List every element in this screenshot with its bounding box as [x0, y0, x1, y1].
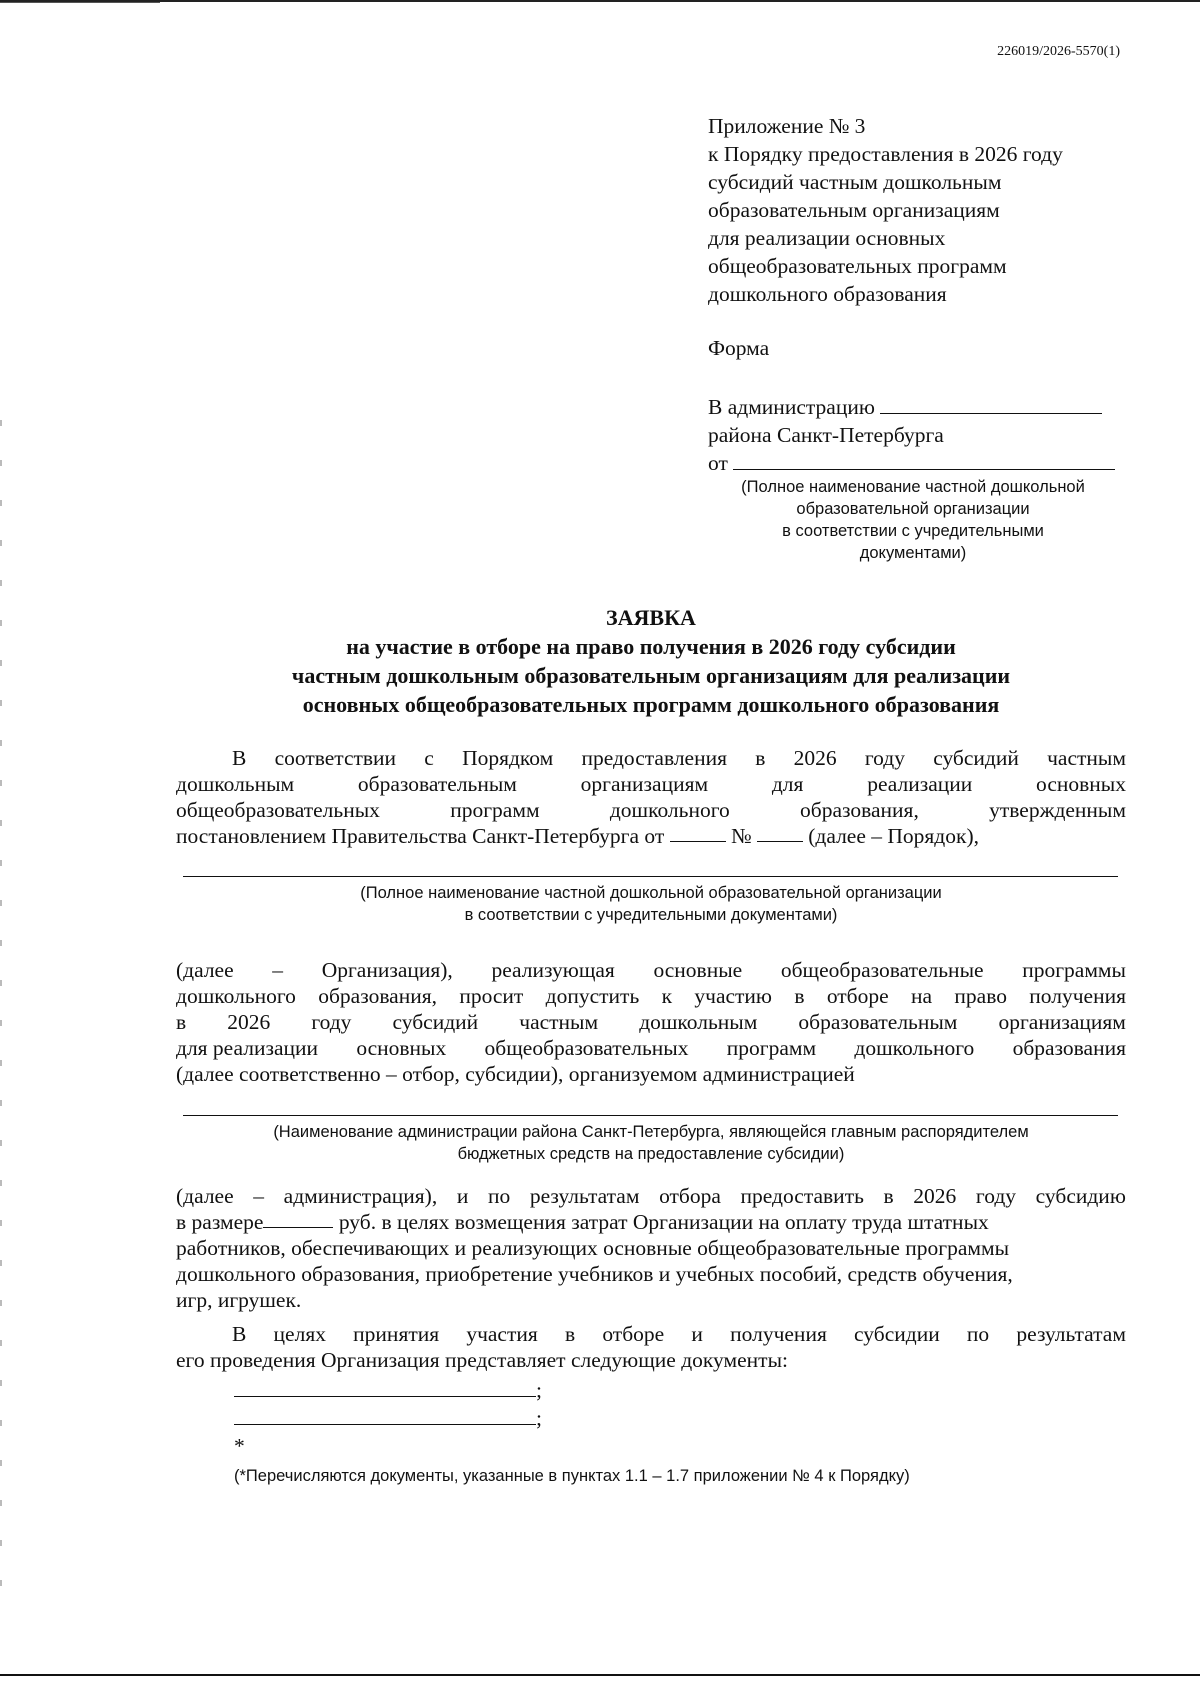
appendix-line: к Порядку предоставления в 2026 году — [708, 142, 1063, 166]
text-line: дошкольного образования, просит допустить к участию в отборе на право получения — [176, 984, 1126, 1008]
document-number: 226019/2026-5570(1) — [997, 44, 1120, 59]
administration-name-field[interactable] — [880, 393, 1102, 414]
addressee-caption: (Полное наименование частной дошкольной образовательной организации в соответствии с учредительными документами) — [741, 478, 1085, 562]
paragraph-documents — [176, 1321, 1126, 1373]
paragraph-request — [176, 957, 1126, 1087]
application-title — [176, 603, 1126, 719]
scan-edge-top-mark — [0, 2, 160, 3]
text-line: дошкольным образовательным организациям для реализации основных — [176, 772, 1126, 796]
administration-caption: (Наименование администрации района Санкт-Петербурга, являющейся главным распорядителем бюджетных средств на предоставление субсидии) — [273, 1123, 1029, 1163]
text-line: (далее соответственно – отбор, субсидии), организуемом администрацией — [176, 1062, 855, 1086]
document-field[interactable] — [234, 1378, 536, 1397]
subsidy-amount-field[interactable] — [263, 1209, 333, 1228]
text-line: дошкольного образования, приобретение учебников и учебных пособий, средств обучения, — [176, 1262, 1013, 1286]
text-line: игр, игрушек. — [176, 1288, 302, 1312]
paragraph-intro — [176, 745, 1126, 849]
text-line: В соответствии с Порядком предоставления в 2026 году субсидий частным — [232, 746, 1126, 770]
addressee-from-label: от — [708, 451, 728, 475]
document-field[interactable] — [234, 1406, 536, 1425]
document-entry-asterisk: * — [234, 1434, 245, 1458]
appendix-line: Приложение № 3 — [708, 114, 866, 138]
addressee-district-label: района Санкт-Петербурга — [708, 423, 944, 447]
document-entry-2: ; — [234, 1406, 542, 1431]
text-line: для реализации основных общеобразовательных программ дошкольного образования — [176, 1036, 1126, 1060]
paragraph-subsidy — [176, 1183, 1126, 1313]
addressee-administration-label: В администрацию — [708, 395, 875, 419]
decree-date-field[interactable] — [670, 823, 726, 842]
appendix-line: общеобразовательных программ — [708, 254, 1007, 278]
text-line: постановлением Правительства Санкт-Петербурга от № (далее – Порядок), — [176, 824, 979, 848]
form-label: Форма — [708, 336, 770, 360]
organization-caption: (Полное наименование частной дошкольной образовательной организации в соответствии с учредительными документами) — [360, 884, 942, 924]
text-line: (далее – администрация), и по результатам отбора предоставить в 2026 году субсидию — [176, 1184, 1126, 1208]
organization-name-line[interactable] — [183, 876, 1118, 877]
footnote: (*Перечисляются документы, указанные в пунктах 1.1 – 1.7 приложении № 4 к Порядку) — [234, 1467, 910, 1485]
text-line: В целях принятия участия в отборе и получения субсидии по результатам — [232, 1322, 1126, 1346]
decree-number-field[interactable] — [757, 823, 803, 842]
document-entry-1: ; — [234, 1378, 542, 1403]
text-line: (далее – Организация), реализующая основные общеобразовательные программы — [176, 958, 1126, 982]
addressee-block — [708, 393, 1128, 477]
appendix-line: для реализации основных — [708, 226, 946, 250]
text-line: в размере руб. в целях возмещения затрат Организации на оплату труда штатных — [176, 1210, 989, 1234]
text-line: общеобразовательных программ дошкольного образования, утвержденным — [176, 798, 1126, 822]
appendix-line: субсидий частным дошкольным — [708, 170, 1002, 194]
scan-edge-bottom — [0, 1674, 1200, 1676]
scan-edge-left — [0, 420, 2, 1620]
administration-name-line[interactable] — [183, 1115, 1118, 1116]
scan-edge-top — [0, 0, 1200, 2]
appendix-line: образовательным организациям — [708, 198, 1000, 222]
title-subline: основных общеобразовательных программ дошкольного образования — [302, 692, 1000, 717]
title-subline: на участие в отборе на право получения в 2026 году субсидии — [346, 634, 956, 659]
title-heading: ЗАЯВКА — [606, 605, 696, 630]
text-line: его проведения Организация представляет следующие документы: — [176, 1348, 788, 1372]
appendix-header — [708, 112, 1128, 308]
organization-name-field[interactable] — [733, 449, 1115, 470]
title-subline: частным дошкольным образовательным организациям для реализации — [291, 663, 1011, 688]
text-line: работников, обеспечивающих и реализующих основные общеобразовательные программы — [176, 1236, 1010, 1260]
appendix-line: дошкольного образования — [708, 282, 947, 306]
text-line: в 2026 году субсидий частным дошкольным образовательным организациям — [176, 1010, 1126, 1034]
